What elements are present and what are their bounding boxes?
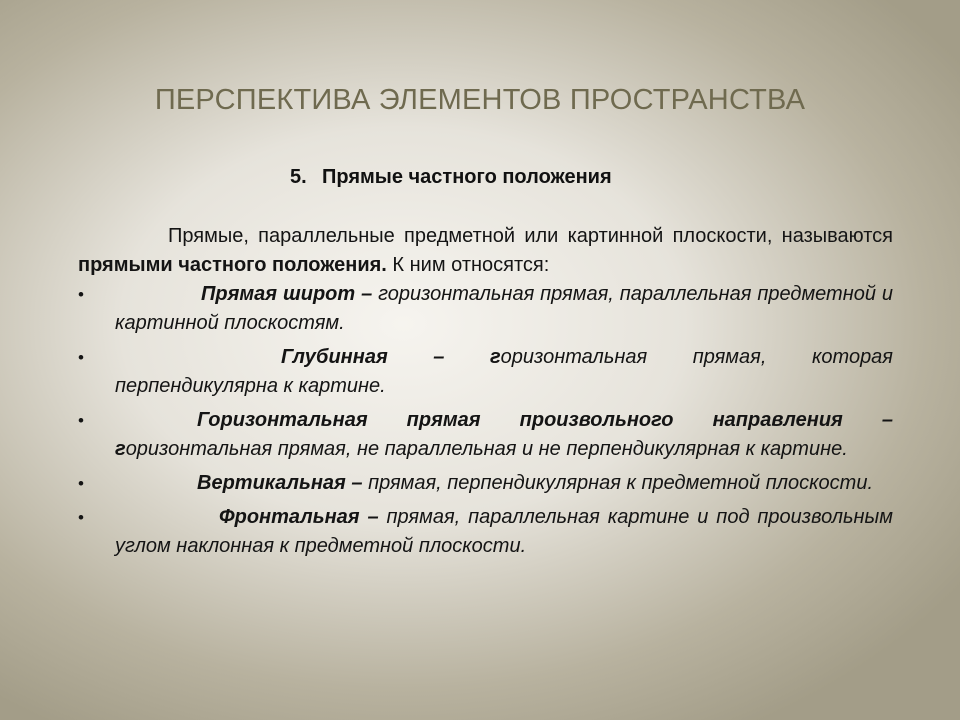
list-item bbox=[78, 503, 893, 561]
item-description: прямая, перпендикулярная к предметной плоскости. bbox=[362, 472, 874, 494]
bullet-icon: • bbox=[78, 411, 84, 430]
section-heading bbox=[290, 166, 612, 189]
intro-paragraph bbox=[78, 222, 893, 280]
item-term: Прямая широт – bbox=[201, 283, 373, 305]
bullet-icon: • bbox=[78, 474, 84, 493]
bullet-icon: • bbox=[78, 285, 84, 304]
slide-body bbox=[78, 222, 893, 566]
list-item bbox=[78, 343, 893, 401]
intro-bold-term: прямыми частного положения. bbox=[78, 254, 387, 276]
list-item bbox=[78, 406, 893, 464]
section-title: Прямые частного положения bbox=[322, 166, 612, 188]
item-description: оризонтальная прямая, не параллельная и не перпендикулярная к картине. bbox=[125, 438, 848, 460]
item-term: Фронтальная – bbox=[219, 506, 379, 528]
item-description: прямая, параллельная картине и под произвольным углом наклонная к предметной плоскости. bbox=[115, 506, 893, 557]
intro-tail: К ним относятся: bbox=[386, 254, 550, 276]
item-description: горизонтальная прямая, параллельная предметной и картинной плоскостям. bbox=[115, 283, 893, 334]
bullet-icon: • bbox=[78, 348, 84, 367]
item-description: оризонтальная прямая, которая перпендикулярна к картине. bbox=[115, 346, 893, 397]
slide-title: ПЕРСПЕКТИВА ЭЛЕМЕНТОВ ПРОСТРАНСТВА bbox=[154, 84, 806, 116]
list-item bbox=[78, 469, 893, 498]
section-number: 5. bbox=[290, 166, 307, 188]
bullet-icon: • bbox=[78, 508, 84, 527]
item-term: Вертикальная – bbox=[197, 472, 363, 494]
list-item bbox=[78, 280, 893, 338]
item-term: Горизонтальная прямая произвольного направления – г bbox=[115, 409, 893, 460]
intro-text: Прямые, параллельные предметной или картинной плоскости, называются bbox=[168, 225, 893, 247]
bullet-list bbox=[78, 280, 893, 561]
item-term: Глубинная – г bbox=[281, 346, 501, 368]
